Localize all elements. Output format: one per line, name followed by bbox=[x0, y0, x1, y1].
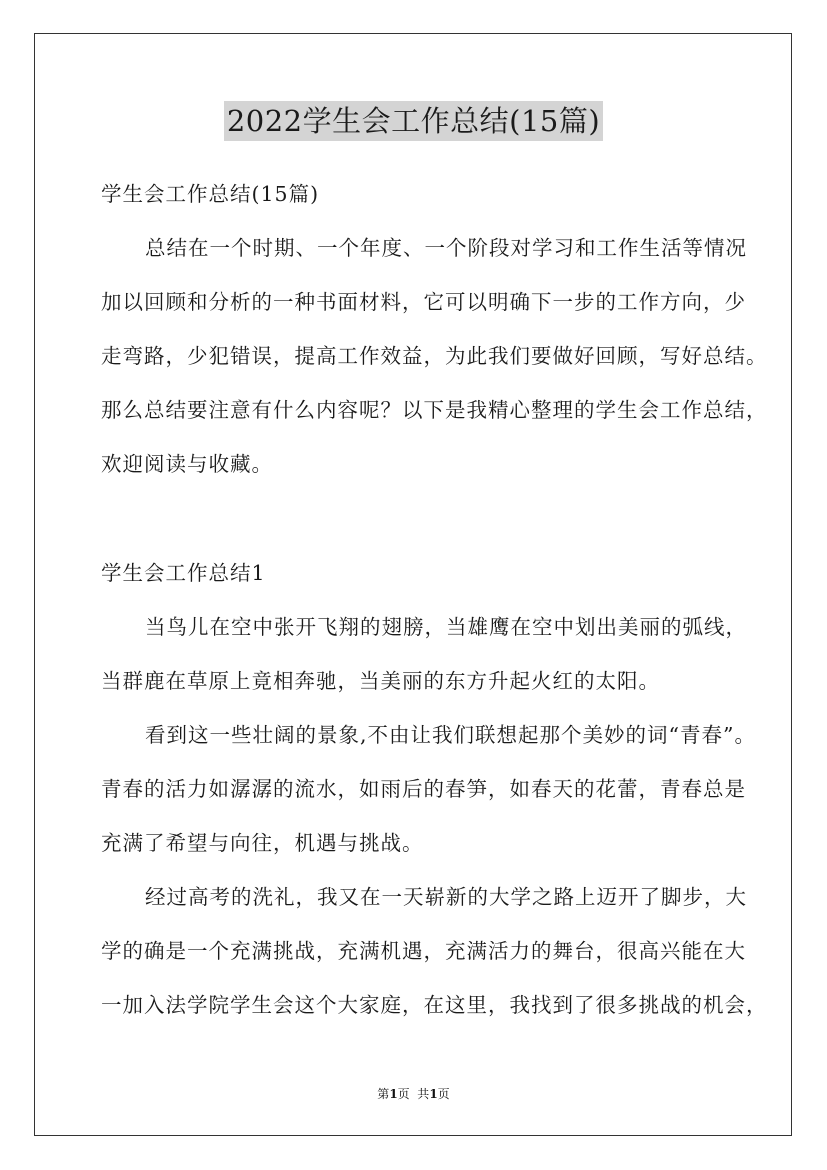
paragraph-line: 一加入法学院学生会这个大家庭，在这里，我找到了很多挑战的机会， bbox=[101, 993, 768, 1017]
paragraph-line: 当群鹿在草原上竟相奔驰，当美丽的东方升起火红的太阳。 bbox=[101, 669, 660, 693]
document-title: 2022学生会工作总结(15篇) bbox=[224, 101, 603, 141]
page-mid: 页 共 bbox=[397, 1087, 430, 1101]
page-total: 1 bbox=[429, 1087, 438, 1101]
page-current: 1 bbox=[389, 1087, 398, 1101]
paragraph-line: 学的确是一个充满挑战，充满机遇，充满活力的舞台，很高兴能在大 bbox=[101, 939, 746, 963]
paragraph-line: 走弯路，少犯错误，提高工作效益，为此我们要做好回顾，写好总结。 bbox=[101, 344, 768, 368]
page-suffix: 页 bbox=[437, 1087, 450, 1101]
paragraph-line: 看到这一些壮阔的景象,不由让我们联想起那个美妙的词“青春”。 bbox=[145, 723, 756, 747]
paragraph-line: 那么总结要注意有什么内容呢？以下是我精心整理的学生会工作总结， bbox=[101, 398, 768, 422]
title-container bbox=[0, 101, 827, 141]
paragraph-line: 经过高考的洗礼，我又在一天崭新的大学之路上迈开了脚步，大 bbox=[145, 885, 747, 909]
paragraph-line: 欢迎阅读与收藏。 bbox=[101, 452, 273, 476]
page-prefix: 第 bbox=[377, 1087, 390, 1101]
section-heading: 学生会工作总结1 bbox=[101, 561, 266, 585]
page-footer bbox=[0, 1085, 827, 1102]
paragraph-line: 总结在一个时期、一个年度、一个阶段对学习和工作生活等情况 bbox=[145, 236, 747, 260]
paragraph-line: 青春的活力如潺潺的流水，如雨后的春笋，如春天的花蕾，青春总是 bbox=[101, 777, 746, 801]
paragraph-line: 充满了希望与向往，机遇与挑战。 bbox=[101, 831, 424, 855]
subtitle: 学生会工作总结(15篇) bbox=[101, 182, 320, 206]
paragraph-line: 当鸟儿在空中张开飞翔的翅膀，当雄鹰在空中划出美丽的弧线， bbox=[145, 615, 747, 639]
paragraph-line: 加以回顾和分析的一种书面材料，它可以明确下一步的工作方向，少 bbox=[101, 290, 746, 314]
